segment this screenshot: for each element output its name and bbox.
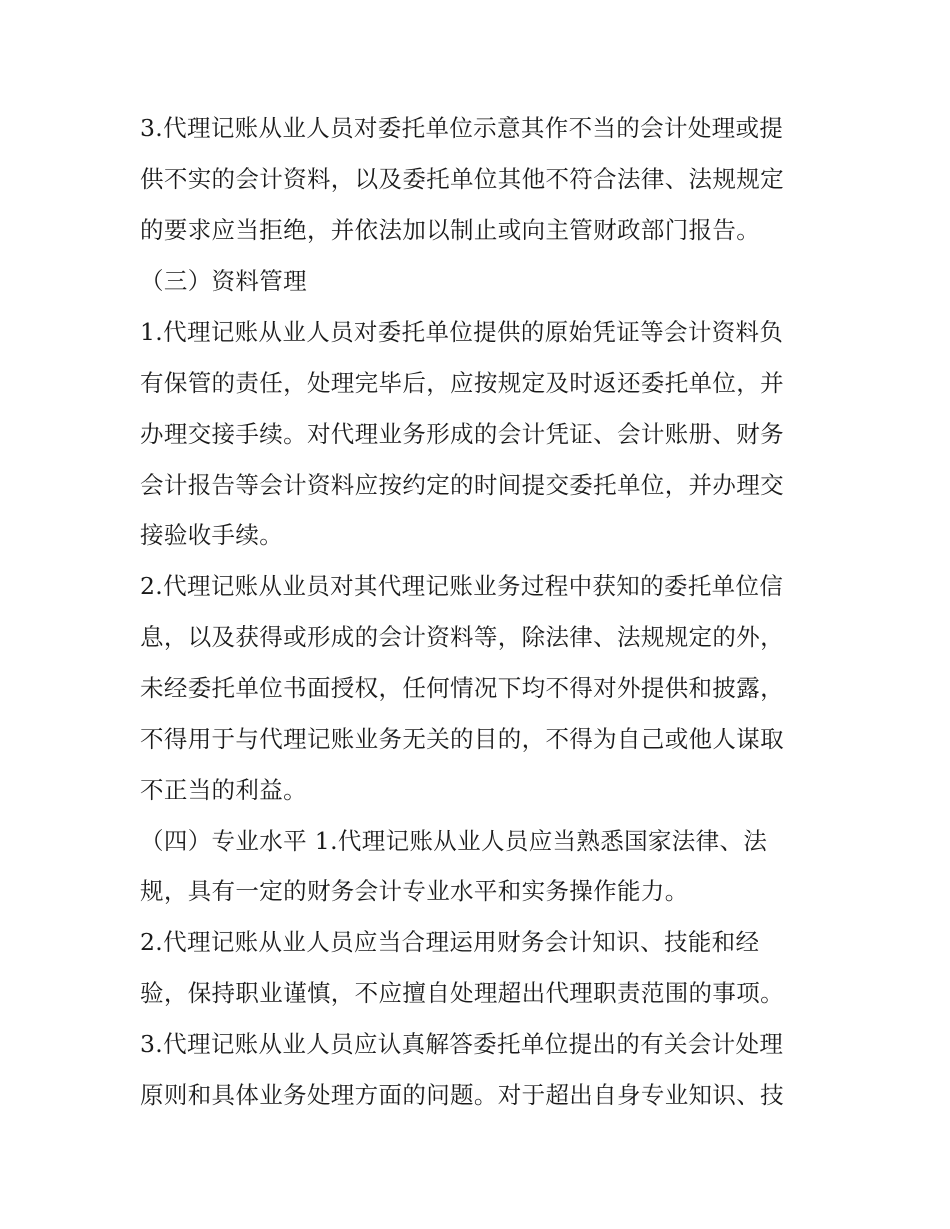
text-line: 2.代理记账从业人员应当合理运用财务会计知识、技能和经 xyxy=(140,928,760,956)
text-line: 原则和具体业务处理方面的问题。对于超出自身专业知识、技 xyxy=(140,1081,784,1109)
text-line: 息，以及获得或形成的会计资料等，除法律、法规规定的外， xyxy=(140,623,784,651)
text-line: 3.代理记账从业人员对委托单位示意其作不当的会计处理或提 xyxy=(140,114,784,142)
text-line: 未经委托单位书面授权，任何情况下均不得对外提供和披露， xyxy=(140,674,784,702)
text-line: 2.代理记账从业员对其代理记账业务过程中获知的委托单位信 xyxy=(140,572,784,600)
text-line: 不得用于与代理记账业务无关的目的，不得为自己或他人谋取 xyxy=(140,725,784,753)
section-heading: （三）资料管理 xyxy=(140,267,307,295)
text-line: 会计报告等会计资料应按约定的时间提交委托单位，并办理交 xyxy=(140,471,784,499)
text-line: 1.代理记账从业人员对委托单位提供的原始凭证等会计资料负 xyxy=(140,318,784,346)
text-line: 规，具有一定的财务会计专业水平和实务操作能力。 xyxy=(140,877,689,905)
text-line: 不正当的利益。 xyxy=(140,776,307,804)
text-line: 接验收手续。 xyxy=(140,521,284,549)
text-line: 供不实的会计资料，以及委托单位其他不符合法律、法规规定 xyxy=(140,165,784,193)
text-line: 的要求应当拒绝，并依法加以制止或向主管财政部门报告。 xyxy=(140,216,761,244)
text-line: 办理交接手续。对代理业务形成的会计凭证、会计账册、财务 xyxy=(140,420,784,448)
text-line: 有保管的责任，处理完毕后，应按规定及时返还委托单位，并 xyxy=(140,369,784,397)
text-line: 验，保持职业谨慎，不应擅自处理超出代理职责范围的事项。 xyxy=(140,979,784,1007)
section-heading: （四）专业水平 1.代理记账从业人员应当熟悉国家法律、法 xyxy=(140,827,768,855)
text-line: 3.代理记账从业人员应认真解答委托单位提出的有关会计处理 xyxy=(140,1030,784,1058)
